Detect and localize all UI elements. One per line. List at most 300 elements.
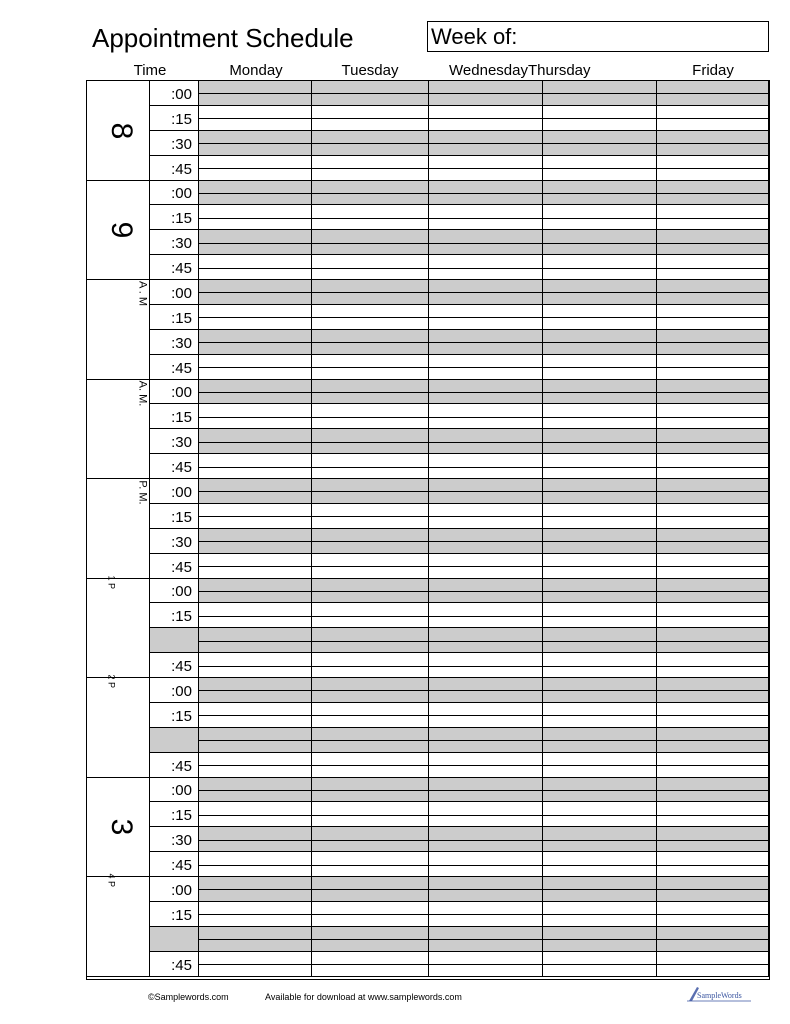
day-cell-thursday[interactable]	[543, 529, 657, 553]
day-cell-tuesday[interactable]	[312, 802, 429, 826]
day-cell-monday[interactable]	[199, 554, 312, 578]
slot-time-label: :15	[171, 508, 192, 526]
day-cell-monday[interactable]	[199, 603, 312, 627]
day-cell-monday[interactable]	[199, 355, 312, 379]
day-cell-friday[interactable]	[657, 280, 769, 304]
time-slot-row	[149, 778, 769, 803]
day-cell-monday[interactable]	[199, 156, 312, 180]
day-cell-wednesday[interactable]	[429, 230, 543, 254]
writing-line	[543, 516, 656, 517]
day-cell-wednesday[interactable]	[429, 927, 543, 951]
day-cell-friday[interactable]	[657, 653, 769, 677]
writing-line	[429, 342, 542, 343]
writing-line	[429, 541, 542, 542]
day-cell-wednesday[interactable]	[429, 81, 543, 105]
writing-line	[543, 666, 656, 667]
day-cell-monday[interactable]	[199, 454, 312, 478]
day-cell-monday[interactable]	[199, 678, 312, 702]
day-cell-friday[interactable]	[657, 205, 769, 229]
column-header-time: Time	[133, 62, 167, 79]
day-cell-tuesday[interactable]	[312, 703, 429, 727]
slot-time-cell	[149, 305, 199, 329]
day-cell-wednesday[interactable]	[429, 628, 543, 652]
writing-line	[543, 616, 656, 617]
day-cell-friday[interactable]	[657, 628, 769, 652]
slot-time-label: :30	[171, 235, 192, 253]
writing-line	[543, 740, 656, 741]
slot-time-label: :00	[171, 782, 192, 800]
day-cell-tuesday[interactable]	[312, 529, 429, 553]
day-cell-thursday[interactable]	[543, 628, 657, 652]
column-header-friday: Friday	[692, 62, 734, 79]
day-cell-tuesday[interactable]	[312, 380, 429, 404]
day-cell-tuesday[interactable]	[312, 827, 429, 851]
day-cell-friday[interactable]	[657, 106, 769, 130]
day-cell-thursday[interactable]	[543, 927, 657, 951]
slot-time-label: :15	[171, 707, 192, 725]
day-cell-thursday[interactable]	[543, 255, 657, 279]
writing-line	[429, 118, 542, 119]
writing-line	[312, 268, 428, 269]
time-slot-row	[149, 952, 769, 977]
writing-line	[199, 118, 311, 119]
day-cell-monday[interactable]	[199, 181, 312, 205]
day-cell-tuesday[interactable]	[312, 579, 429, 603]
writing-line	[312, 317, 428, 318]
writing-line	[199, 392, 311, 393]
day-cell-friday[interactable]	[657, 778, 769, 802]
slot-time-cell	[149, 952, 199, 976]
slot-time-cell	[149, 380, 199, 404]
hour-label: 1 P	[106, 575, 117, 589]
writing-line	[657, 641, 768, 642]
day-cell-friday[interactable]	[657, 355, 769, 379]
writing-line	[199, 442, 311, 443]
day-cell-friday[interactable]	[657, 927, 769, 951]
day-cell-friday[interactable]	[657, 603, 769, 627]
day-cell-wednesday[interactable]	[429, 603, 543, 627]
day-cell-wednesday[interactable]	[429, 504, 543, 528]
time-slot-row	[149, 529, 769, 554]
day-cell-thursday[interactable]	[543, 703, 657, 727]
day-cell-monday[interactable]	[199, 952, 312, 976]
writing-line	[429, 268, 542, 269]
day-cell-tuesday[interactable]	[312, 305, 429, 329]
week-of-field[interactable]	[427, 21, 769, 52]
day-cell-friday[interactable]	[657, 678, 769, 702]
hour-block	[87, 674, 149, 778]
day-cell-wednesday[interactable]	[429, 678, 543, 702]
day-cell-monday[interactable]	[199, 653, 312, 677]
writing-line	[429, 840, 542, 841]
day-cell-friday[interactable]	[657, 380, 769, 404]
writing-line	[543, 840, 656, 841]
day-cell-thursday[interactable]	[543, 355, 657, 379]
day-cell-thursday[interactable]	[543, 454, 657, 478]
writing-line	[312, 815, 428, 816]
day-cell-tuesday[interactable]	[312, 877, 429, 901]
writing-line	[199, 666, 311, 667]
writing-line	[429, 292, 542, 293]
day-cell-tuesday[interactable]	[312, 952, 429, 976]
slot-time-label: :45	[171, 558, 192, 576]
time-slot-row	[149, 653, 769, 678]
day-cell-friday[interactable]	[657, 852, 769, 876]
day-cell-tuesday[interactable]	[312, 753, 429, 777]
day-cell-wednesday[interactable]	[429, 753, 543, 777]
day-cell-thursday[interactable]	[543, 504, 657, 528]
day-cell-wednesday[interactable]	[429, 703, 543, 727]
day-cell-monday[interactable]	[199, 778, 312, 802]
slot-time-label: :15	[171, 807, 192, 825]
day-cell-monday[interactable]	[199, 579, 312, 603]
day-cell-wednesday[interactable]	[429, 802, 543, 826]
day-cell-friday[interactable]	[657, 479, 769, 503]
time-slot-row	[149, 280, 769, 305]
day-cell-thursday[interactable]	[543, 603, 657, 627]
slot-time-cell	[149, 802, 199, 826]
day-cell-monday[interactable]	[199, 280, 312, 304]
day-cell-tuesday[interactable]	[312, 81, 429, 105]
day-cell-monday[interactable]	[199, 106, 312, 130]
day-cell-tuesday[interactable]	[312, 131, 429, 155]
day-cell-thursday[interactable]	[543, 728, 657, 752]
day-cell-friday[interactable]	[657, 802, 769, 826]
writing-line	[429, 442, 542, 443]
day-cell-monday[interactable]	[199, 927, 312, 951]
day-cell-wednesday[interactable]	[429, 355, 543, 379]
day-cell-wednesday[interactable]	[429, 529, 543, 553]
day-cell-monday[interactable]	[199, 205, 312, 229]
day-cell-monday[interactable]	[199, 380, 312, 404]
day-cell-monday[interactable]	[199, 703, 312, 727]
hour-label: P. M.	[136, 480, 149, 505]
writing-line	[199, 218, 311, 219]
writing-line	[199, 367, 311, 368]
writing-line	[657, 317, 768, 318]
day-cell-tuesday[interactable]	[312, 504, 429, 528]
day-cell-wednesday[interactable]	[429, 429, 543, 453]
day-cell-tuesday[interactable]	[312, 479, 429, 503]
writing-line	[429, 168, 542, 169]
writing-line	[543, 143, 656, 144]
writing-line	[543, 342, 656, 343]
day-cell-wednesday[interactable]	[429, 479, 543, 503]
day-cell-thursday[interactable]	[543, 877, 657, 901]
writing-line	[429, 715, 542, 716]
day-cell-wednesday[interactable]	[429, 255, 543, 279]
day-cell-wednesday[interactable]	[429, 454, 543, 478]
slot-time-cell	[149, 653, 199, 677]
day-cell-thursday[interactable]	[543, 330, 657, 354]
day-cell-wednesday[interactable]	[429, 280, 543, 304]
writing-line	[199, 417, 311, 418]
hour-block	[87, 873, 149, 977]
day-cell-thursday[interactable]	[543, 156, 657, 180]
time-slot-row	[149, 504, 769, 529]
day-cell-wednesday[interactable]	[429, 380, 543, 404]
day-cell-thursday[interactable]	[543, 205, 657, 229]
writing-line	[312, 939, 428, 940]
writing-line	[543, 541, 656, 542]
day-cell-tuesday[interactable]	[312, 728, 429, 752]
day-cell-wednesday[interactable]	[429, 156, 543, 180]
writing-line	[429, 616, 542, 617]
writing-line	[312, 392, 428, 393]
day-cell-tuesday[interactable]	[312, 454, 429, 478]
day-cell-friday[interactable]	[657, 902, 769, 926]
writing-line	[543, 889, 656, 890]
day-cell-wednesday[interactable]	[429, 131, 543, 155]
day-cell-monday[interactable]	[199, 877, 312, 901]
writing-line	[543, 93, 656, 94]
day-cell-tuesday[interactable]	[312, 330, 429, 354]
day-cell-tuesday[interactable]	[312, 181, 429, 205]
day-cell-friday[interactable]	[657, 81, 769, 105]
day-cell-thursday[interactable]	[543, 827, 657, 851]
slot-time-cell	[149, 827, 199, 851]
writing-line	[429, 914, 542, 915]
writing-line	[657, 690, 768, 691]
writing-line	[199, 865, 311, 866]
writing-line	[312, 914, 428, 915]
hour-block	[87, 181, 149, 281]
writing-line	[657, 666, 768, 667]
day-cell-monday[interactable]	[199, 404, 312, 428]
day-cell-thursday[interactable]	[543, 479, 657, 503]
time-slot-row	[149, 927, 769, 952]
writing-line	[657, 865, 768, 866]
day-cell-thursday[interactable]	[543, 404, 657, 428]
time-slot-row	[149, 678, 769, 703]
day-cell-wednesday[interactable]	[429, 952, 543, 976]
day-cell-thursday[interactable]	[543, 778, 657, 802]
day-cell-friday[interactable]	[657, 131, 769, 155]
day-cell-tuesday[interactable]	[312, 927, 429, 951]
day-cell-wednesday[interactable]	[429, 181, 543, 205]
day-cell-wednesday[interactable]	[429, 404, 543, 428]
day-cell-tuesday[interactable]	[312, 404, 429, 428]
slot-time-cell	[149, 529, 199, 553]
writing-line	[657, 143, 768, 144]
slot-time-cell	[149, 330, 199, 354]
writing-line	[199, 317, 311, 318]
writing-line	[429, 417, 542, 418]
day-cell-friday[interactable]	[657, 579, 769, 603]
writing-line	[657, 516, 768, 517]
day-cell-thursday[interactable]	[543, 852, 657, 876]
day-cell-tuesday[interactable]	[312, 255, 429, 279]
day-cell-tuesday[interactable]	[312, 429, 429, 453]
day-cell-thursday[interactable]	[543, 429, 657, 453]
writing-line	[312, 790, 428, 791]
day-cell-wednesday[interactable]	[429, 778, 543, 802]
day-cell-wednesday[interactable]	[429, 106, 543, 130]
day-cell-monday[interactable]	[199, 802, 312, 826]
time-slot-row	[149, 156, 769, 181]
writing-line	[657, 392, 768, 393]
writing-line	[312, 516, 428, 517]
writing-line	[657, 292, 768, 293]
day-cell-friday[interactable]	[657, 827, 769, 851]
day-cell-thursday[interactable]	[543, 753, 657, 777]
day-cell-monday[interactable]	[199, 529, 312, 553]
day-cell-thursday[interactable]	[543, 653, 657, 677]
day-cell-monday[interactable]	[199, 255, 312, 279]
writing-line	[657, 467, 768, 468]
day-cell-monday[interactable]	[199, 827, 312, 851]
day-cell-thursday[interactable]	[543, 579, 657, 603]
day-cell-tuesday[interactable]	[312, 230, 429, 254]
day-cell-monday[interactable]	[199, 479, 312, 503]
hour-label: 2 P	[106, 674, 117, 689]
slot-time-label: :45	[171, 956, 192, 974]
day-cell-wednesday[interactable]	[429, 579, 543, 603]
day-cell-wednesday[interactable]	[429, 554, 543, 578]
day-cell-wednesday[interactable]	[429, 305, 543, 329]
day-cell-monday[interactable]	[199, 728, 312, 752]
day-cell-friday[interactable]	[657, 156, 769, 180]
day-cell-thursday[interactable]	[543, 678, 657, 702]
day-cell-wednesday[interactable]	[429, 877, 543, 901]
day-cell-monday[interactable]	[199, 230, 312, 254]
time-slot-row	[149, 330, 769, 355]
day-cell-friday[interactable]	[657, 728, 769, 752]
day-cell-wednesday[interactable]	[429, 827, 543, 851]
slot-time-label: :45	[171, 857, 192, 874]
day-cell-tuesday[interactable]	[312, 678, 429, 702]
column-header-thursday: Thursday	[528, 62, 591, 79]
slot-time-cell	[149, 753, 199, 777]
day-cell-tuesday[interactable]	[312, 554, 429, 578]
day-cell-friday[interactable]	[657, 404, 769, 428]
day-cell-tuesday[interactable]	[312, 603, 429, 627]
day-cell-tuesday[interactable]	[312, 355, 429, 379]
day-cell-friday[interactable]	[657, 529, 769, 553]
day-cell-friday[interactable]	[657, 429, 769, 453]
day-cell-wednesday[interactable]	[429, 653, 543, 677]
writing-line	[312, 690, 428, 691]
hour-block	[87, 575, 149, 679]
day-cell-wednesday[interactable]	[429, 902, 543, 926]
writing-line	[429, 367, 542, 368]
writing-line	[312, 666, 428, 667]
day-cell-wednesday[interactable]	[429, 852, 543, 876]
writing-line	[199, 168, 311, 169]
day-cell-tuesday[interactable]	[312, 205, 429, 229]
day-cell-monday[interactable]	[199, 852, 312, 876]
day-cell-thursday[interactable]	[543, 81, 657, 105]
writing-line	[312, 591, 428, 592]
day-cell-friday[interactable]	[657, 181, 769, 205]
slot-time-label: :15	[171, 309, 192, 327]
slot-time-label: :15	[171, 210, 192, 228]
writing-line	[199, 840, 311, 841]
day-cell-tuesday[interactable]	[312, 902, 429, 926]
day-cell-thursday[interactable]	[543, 380, 657, 404]
day-cell-friday[interactable]	[657, 952, 769, 976]
day-cell-monday[interactable]	[199, 628, 312, 652]
day-cell-wednesday[interactable]	[429, 330, 543, 354]
day-cell-friday[interactable]	[657, 330, 769, 354]
day-cell-monday[interactable]	[199, 81, 312, 105]
writing-line	[543, 218, 656, 219]
day-cell-tuesday[interactable]	[312, 156, 429, 180]
page-title: Appointment Schedule	[92, 23, 354, 53]
day-cell-monday[interactable]	[199, 902, 312, 926]
day-cell-monday[interactable]	[199, 305, 312, 329]
day-cell-thursday[interactable]	[543, 230, 657, 254]
slot-time-cell	[149, 454, 199, 478]
day-cell-friday[interactable]	[657, 877, 769, 901]
writing-line	[543, 865, 656, 866]
day-cell-thursday[interactable]	[543, 554, 657, 578]
day-cell-friday[interactable]	[657, 753, 769, 777]
hour-block	[87, 380, 149, 480]
day-cell-thursday[interactable]	[543, 131, 657, 155]
writing-line	[657, 964, 768, 965]
day-cell-tuesday[interactable]	[312, 852, 429, 876]
time-slot-row	[149, 728, 769, 753]
day-cell-wednesday[interactable]	[429, 728, 543, 752]
writing-line	[312, 417, 428, 418]
day-cell-friday[interactable]	[657, 305, 769, 329]
writing-line	[543, 292, 656, 293]
day-cell-thursday[interactable]	[543, 305, 657, 329]
writing-line	[543, 243, 656, 244]
day-cell-friday[interactable]	[657, 255, 769, 279]
day-cell-friday[interactable]	[657, 554, 769, 578]
day-cell-thursday[interactable]	[543, 802, 657, 826]
day-cell-thursday[interactable]	[543, 902, 657, 926]
day-cell-tuesday[interactable]	[312, 280, 429, 304]
day-cell-monday[interactable]	[199, 429, 312, 453]
day-cell-monday[interactable]	[199, 131, 312, 155]
day-cell-thursday[interactable]	[543, 952, 657, 976]
slot-time-cell	[149, 106, 199, 130]
slot-time-label: :00	[171, 185, 192, 203]
day-cell-tuesday[interactable]	[312, 778, 429, 802]
slot-time-cell	[149, 131, 199, 155]
day-cell-friday[interactable]	[657, 504, 769, 528]
day-cell-monday[interactable]	[199, 330, 312, 354]
day-cell-tuesday[interactable]	[312, 106, 429, 130]
day-cell-thursday[interactable]	[543, 280, 657, 304]
day-cell-friday[interactable]	[657, 454, 769, 478]
day-cell-friday[interactable]	[657, 703, 769, 727]
day-cell-wednesday[interactable]	[429, 205, 543, 229]
day-cell-friday[interactable]	[657, 230, 769, 254]
slot-time-label: :45	[171, 359, 192, 377]
writing-line	[543, 641, 656, 642]
slot-time-label: :30	[171, 334, 192, 352]
day-cell-monday[interactable]	[199, 504, 312, 528]
writing-line	[312, 491, 428, 492]
writing-line	[199, 690, 311, 691]
writing-line	[199, 193, 311, 194]
writing-line	[312, 467, 428, 468]
writing-line	[429, 93, 542, 94]
time-slot-row	[149, 454, 769, 479]
day-cell-monday[interactable]	[199, 753, 312, 777]
writing-line	[657, 715, 768, 716]
day-cell-thursday[interactable]	[543, 181, 657, 205]
writing-line	[312, 541, 428, 542]
day-cell-thursday[interactable]	[543, 106, 657, 130]
day-cell-tuesday[interactable]	[312, 653, 429, 677]
day-cell-tuesday[interactable]	[312, 628, 429, 652]
writing-line	[312, 292, 428, 293]
